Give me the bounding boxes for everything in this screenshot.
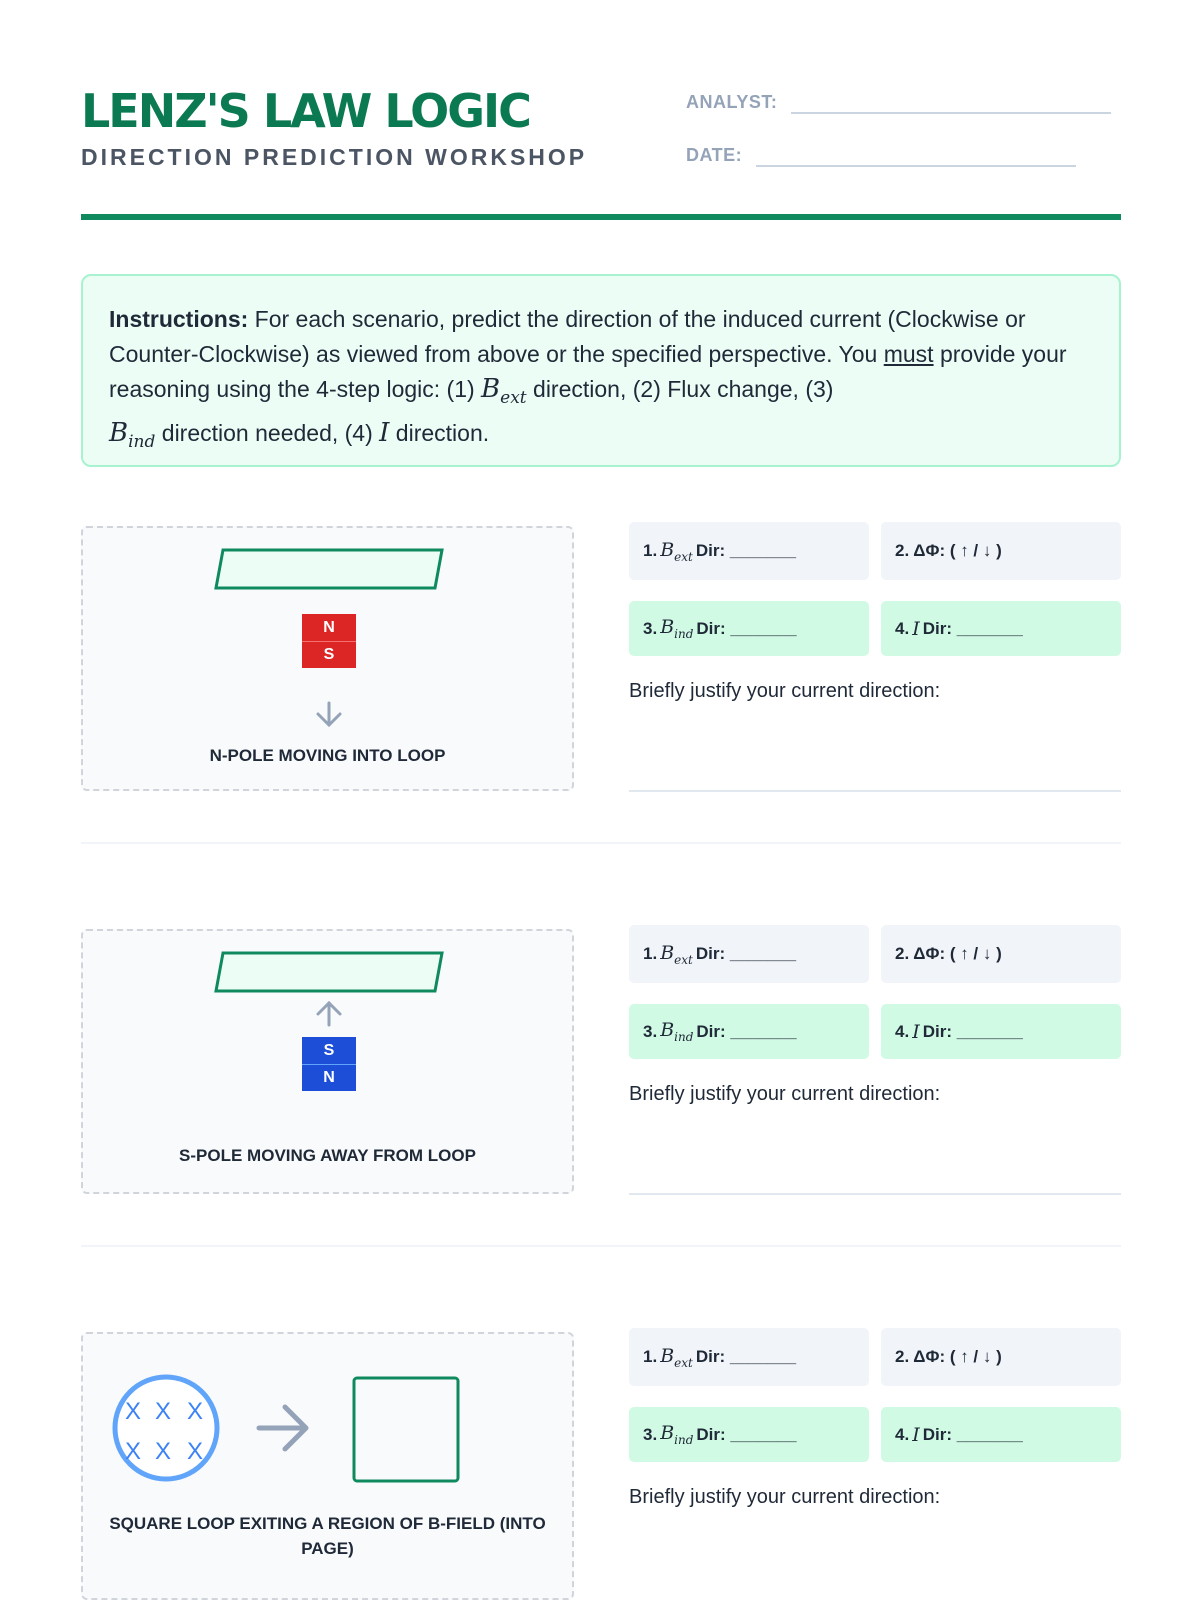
step3-field[interactable]: 3. $B_{ind}$ Dir: _______: [629, 601, 869, 656]
instructions-text-3: direction, (2) Flux change, (3): [526, 376, 834, 402]
scenario-2: [81, 925, 1121, 1195]
instructions-text-2: provide your reasoning using the 4-step logic: (1): [109, 341, 1067, 402]
magnet-pole-top: S: [302, 1037, 356, 1064]
loop-shape: [216, 550, 442, 588]
instructions-emphasis: must: [883, 341, 934, 367]
step2-field[interactable]: 2. ΔΦ: ( ↑ / ↓ ): [881, 925, 1121, 983]
scenario-divider: [81, 1245, 1121, 1247]
instructions-text-5: direction.: [389, 420, 490, 447]
step2-field[interactable]: 2. ΔΦ: ( ↑ / ↓ ): [881, 1328, 1121, 1386]
worksheet-subtitle: DIRECTION PREDICTION WORKSHOP: [81, 144, 588, 170]
scenario-1-caption: N-POLE MOVING INTO LOOP: [209, 746, 446, 765]
scenario-3-answers: [629, 1328, 1121, 1598]
magnet-pole-top: N: [302, 614, 356, 641]
instructions-lead: Instructions:: [109, 306, 249, 332]
justification-line[interactable]: [629, 790, 1121, 792]
scenario-3: [81, 1328, 1121, 1600]
date-field[interactable]: [756, 145, 1076, 167]
field-x-mark: X: [154, 1398, 171, 1425]
b-ext-symbol: $B_{ext}$: [481, 374, 527, 409]
magnet-pole-bottom: S: [302, 641, 356, 668]
step3-field[interactable]: 3. $B_{ind}$ Dir: _______: [629, 1407, 869, 1462]
bar-magnet: [302, 614, 356, 668]
field-x-mark: X: [186, 1438, 203, 1465]
field-x-mark: X: [186, 1398, 203, 1425]
step1-field[interactable]: 1. $B_{ext}$ Dir: _______: [629, 522, 869, 580]
arrow-down-icon: [318, 703, 340, 725]
magnet-pole-bottom: N: [302, 1064, 356, 1091]
scenario-1-answers: [629, 522, 1121, 792]
justify-prompt: Briefly justify your current direction:: [629, 680, 941, 702]
justify-prompt: Briefly justify your current direction:: [629, 1486, 941, 1508]
analyst-label: ANALYST:: [686, 92, 778, 112]
worksheet-header: [81, 84, 1121, 224]
instructions-text-4: direction needed, (4): [155, 420, 380, 447]
scenario-1-figure: [81, 526, 574, 791]
loop-shape: [216, 953, 442, 991]
field-x-mark: X: [124, 1438, 141, 1465]
worksheet-title: LENZ'S LAW LOGIC: [81, 84, 530, 138]
date-row: [686, 143, 1076, 167]
scenario-2-answers: [629, 925, 1121, 1195]
header-divider: [81, 214, 1121, 220]
instructions-box: [81, 274, 1121, 467]
instructions-text-1: For each scenario, predict the direction of the induced current (Clockwise or Counter-Clockwise) as viewed from above or the specified perspective. You: [109, 306, 1026, 367]
step1-field[interactable]: 1. $B_{ext}$ Dir: _______: [629, 1328, 869, 1386]
arrow-up-icon: [318, 1003, 340, 1025]
scenario-3-caption: SQUARE LOOP EXITING A REGION OF B-FIELD (INTO PAGE): [109, 1514, 546, 1558]
step1-field[interactable]: 1. $B_{ext}$ Dir: _______: [629, 925, 869, 983]
analyst-row: [686, 90, 1111, 114]
bar-magnet: [302, 1037, 356, 1091]
scenario-divider: [81, 842, 1121, 844]
step3-field[interactable]: 3. $B_{ind}$ Dir: _______: [629, 1004, 869, 1059]
field-x-mark: X: [154, 1438, 171, 1465]
step4-field[interactable]: 4. I Dir: _______: [881, 1407, 1121, 1462]
field-x-mark: X: [124, 1398, 141, 1425]
scenario-2-figure: [81, 929, 574, 1194]
step2-field[interactable]: 2. ΔΦ: ( ↑ / ↓ ): [881, 522, 1121, 580]
scenario-3-figure: [81, 1332, 574, 1600]
step4-field[interactable]: 4. I Dir: _______: [881, 1004, 1121, 1059]
step4-field[interactable]: 4. I Dir: _______: [881, 601, 1121, 656]
scenario-1: [81, 522, 1121, 792]
justification-line[interactable]: [629, 1193, 1121, 1195]
scenario-2-caption: S-POLE MOVING AWAY FROM LOOP: [179, 1146, 476, 1165]
date-label: DATE:: [686, 145, 743, 165]
current-symbol: I: [379, 418, 390, 449]
justify-prompt: Briefly justify your current direction:: [629, 1083, 941, 1105]
b-ind-symbol: $B_{ind}$: [109, 418, 156, 453]
analyst-field[interactable]: [791, 92, 1111, 114]
